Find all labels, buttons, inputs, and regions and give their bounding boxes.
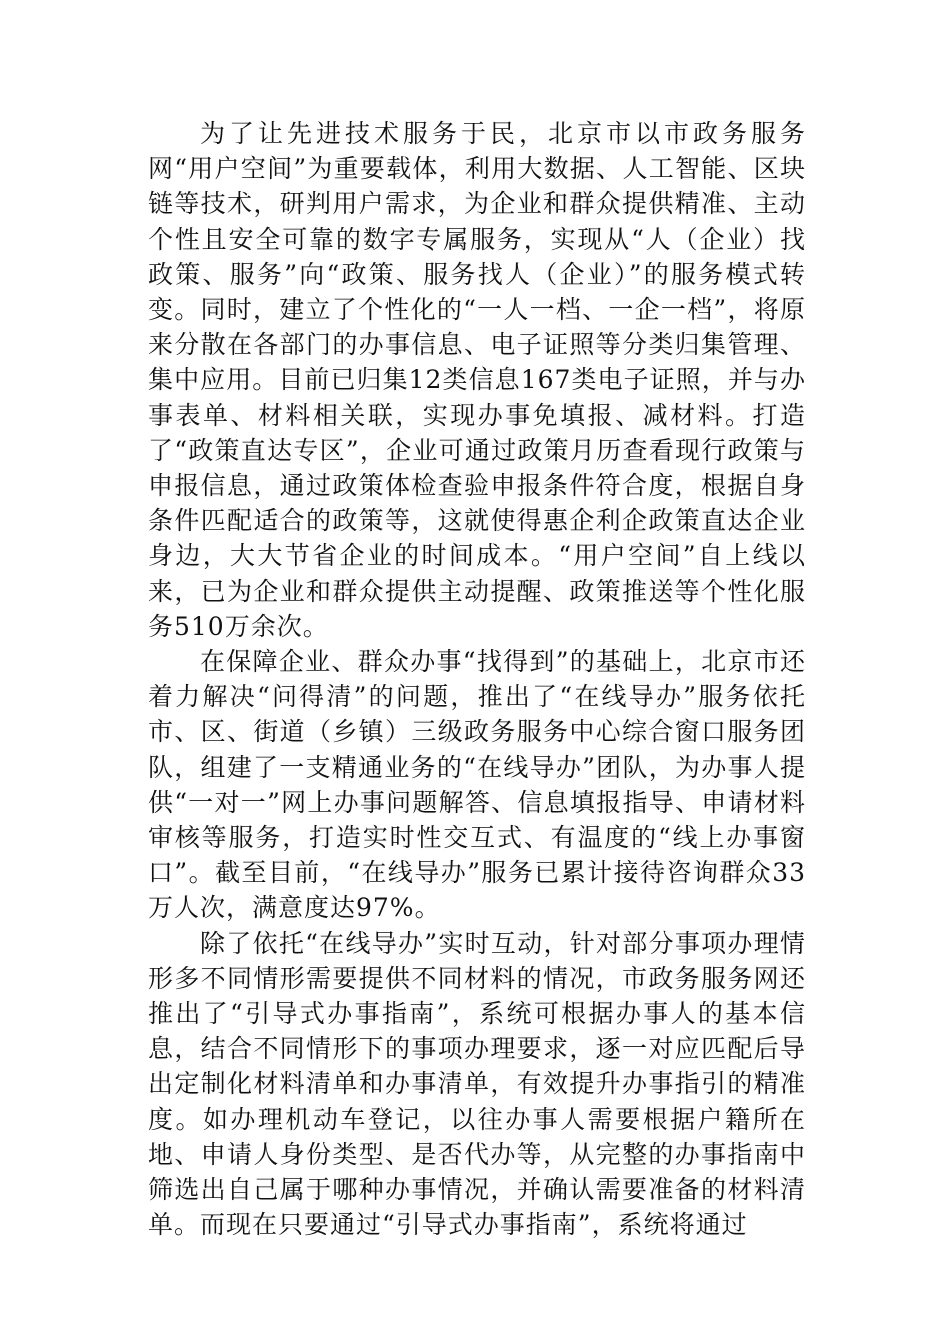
document-body xyxy=(148,116,806,1243)
paragraph-1: 为了让先进技术服务于民，北京市以市政务服务网“用户空间”为重要载体，利用大数据、人工智能、区块链等技术，研判用户需求，为企业和群众提供精准、主动个性且安全可靠的数字专属服务，实现从“人（企业）找政策、服务”向“政策、服务找人（企业）”的服务模式转变。同时，建立了个性化的“一人一档、一企一档”，将原来分散在各部门的办事信息、电子证照等分类归集管理、集中应用。目前已归集12类信息167类电子证照，并与办事表单、材料相关联，实现办事免填报、减材料。打造了“政策直达专区”，企业可通过政策月历查看现行政策与申报信息，通过政策体检查验申报条件符合度，根据自身条件匹配适合的政策等，这就使得惠企利企政策直达企业身边，大大节省企业的时间成本。“用户空间”自上线以来，已为企业和群众提供主动提醒、政策推送等个性化服务510万余次。 xyxy=(148,119,806,641)
paragraph-2: 在保障企业、群众办事“找得到”的基础上，北京市还着力解决“问得清”的问题，推出了“在线导办”服务依托市、区、街道（乡镇）三级政务服务中心综合窗口服务团队，组建了一支精通业务的“在线导办”团队，为办事人提供“一对一”网上办事问题解答、信息填报指导、申请材料审核等服务，打造实时性交互式、有温度的“线上办事窗口”。截至目前，“在线导办”服务已累计接待咨询群众33万人次，满意度达97%。 xyxy=(148,647,806,923)
paragraph-3: 除了依托“在线导办”实时互动，针对部分事项办理情形多不同情形需要提供不同材料的情况，市政务服务网还推出了“引导式办事指南”，系统可根据办事人的基本信息，结合不同情形下的事项办理要求，逐一对应匹配后导出定制化材料清单和办事清单，有效提升办事指引的精准度。如办理机动车登记，以往办事人需要根据户籍所在地、申请人身份类型、是否代办等，从完整的办事指南中筛选出自己属于哪种办事情况，并确认需要准备的材料清单。而现在只要通过“引导式办事指南”，系统将通过 xyxy=(148,928,806,1240)
